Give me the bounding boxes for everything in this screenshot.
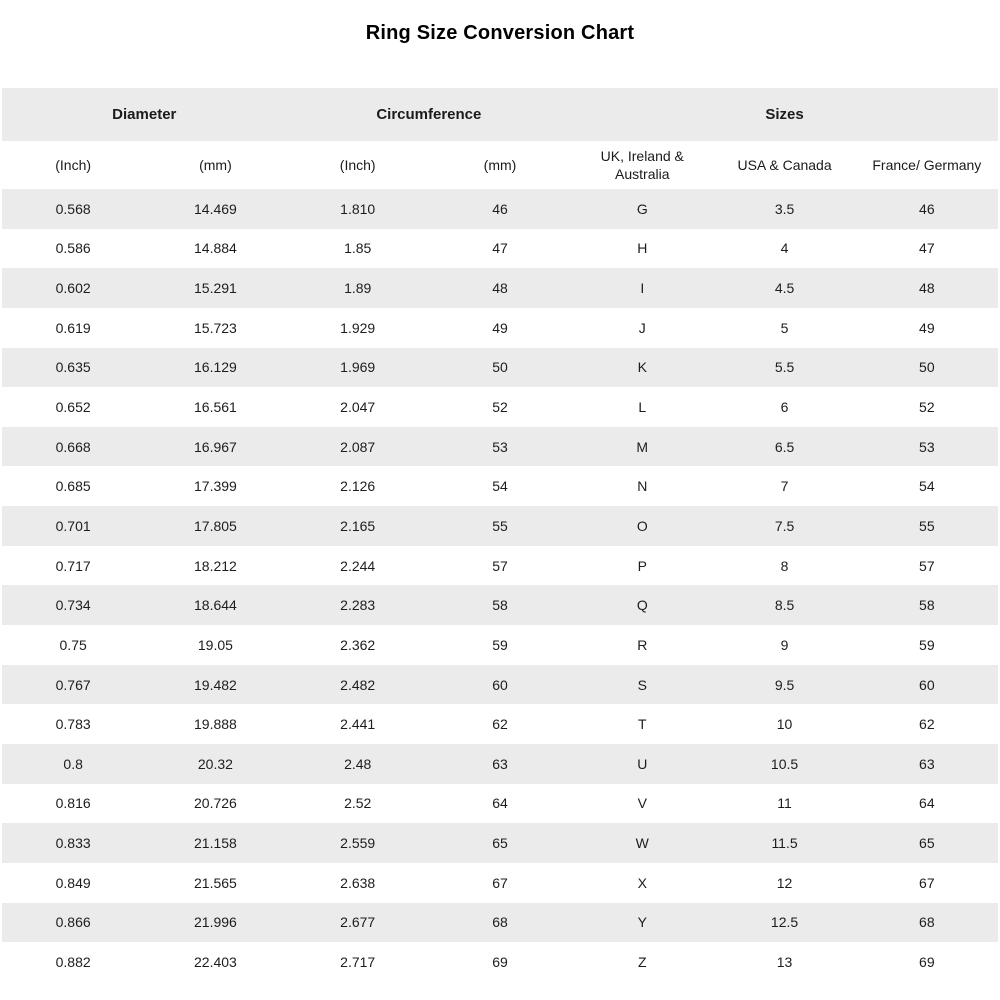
cell: S — [637, 676, 647, 693]
column-header-diameter-inch: (Inch) — [55, 157, 92, 173]
table-row — [2, 585, 998, 625]
column-header-circumference-mm: (mm) — [483, 157, 517, 173]
cell: 21.158 — [194, 835, 237, 852]
cell: 2.48 — [344, 755, 372, 772]
column-header-circumference-inch: (Inch) — [339, 157, 376, 173]
cell: 9.5 — [774, 676, 795, 693]
cell: 49 — [919, 319, 935, 336]
cell: 2.638 — [340, 874, 376, 891]
cell: 1.810 — [340, 200, 376, 217]
cell: 46 — [919, 200, 935, 217]
table-row — [2, 744, 998, 784]
cell: 0.586 — [55, 240, 91, 257]
cell: 59 — [492, 636, 508, 653]
cell: 8.5 — [774, 597, 795, 614]
cell: 15.723 — [194, 319, 237, 336]
cell: 49 — [492, 319, 508, 336]
cell: 55 — [492, 517, 508, 534]
cell: 1.969 — [340, 359, 376, 376]
cell: 0.602 — [55, 280, 91, 297]
cell: 50 — [492, 359, 508, 376]
cell: 62 — [919, 716, 935, 733]
cell: 2.559 — [340, 835, 376, 852]
cell: 2.087 — [340, 438, 376, 455]
cell: 0.866 — [55, 914, 91, 931]
cell: 10 — [776, 716, 793, 733]
cell: 57 — [919, 557, 935, 574]
cell: 2.283 — [340, 597, 376, 614]
group-header-sizes: Sizes — [765, 106, 804, 123]
cell: 69 — [919, 953, 935, 970]
cell: 48 — [492, 280, 508, 297]
cell: 19.482 — [194, 676, 237, 693]
cell: 10.5 — [770, 755, 799, 772]
cell: 4 — [780, 240, 789, 257]
cell: I — [640, 280, 645, 297]
cell: 65 — [492, 835, 508, 852]
cell: R — [637, 636, 648, 653]
cell: 2.52 — [344, 795, 372, 812]
cell: 16.129 — [194, 359, 237, 376]
cell: 16.967 — [194, 438, 237, 455]
cell: 64 — [492, 795, 508, 812]
cell: L — [638, 399, 647, 416]
table-row — [2, 903, 998, 943]
cell: 13 — [776, 953, 793, 970]
cell: J — [638, 319, 646, 336]
cell: 2.126 — [340, 478, 376, 495]
table-row — [2, 784, 998, 824]
cell: 52 — [919, 399, 935, 416]
cell: 47 — [919, 240, 935, 257]
cell: W — [635, 835, 649, 852]
cell: 0.717 — [55, 557, 91, 574]
cell: 20.32 — [197, 755, 233, 772]
cell: 4.5 — [774, 280, 795, 297]
cell: 0.849 — [55, 874, 91, 891]
cell: 69 — [492, 953, 508, 970]
sub-header-row — [2, 141, 998, 189]
table-row — [2, 942, 998, 982]
cell: 2.677 — [340, 914, 376, 931]
cell: 59 — [919, 636, 935, 653]
cell: P — [637, 557, 647, 574]
cell: 0.701 — [55, 517, 91, 534]
cell: 18.212 — [194, 557, 237, 574]
cell: 63 — [919, 755, 935, 772]
table-row — [2, 387, 998, 427]
cell: Z — [637, 953, 647, 970]
cell: 5 — [780, 319, 789, 336]
cell: 7.5 — [774, 517, 795, 534]
cell: 2.482 — [340, 676, 376, 693]
cell: 8 — [780, 557, 789, 574]
column-header-usa-canada: USA & Canada — [737, 157, 832, 173]
cell: 6.5 — [774, 438, 795, 455]
cell: 20.726 — [194, 795, 237, 812]
cell: 1.929 — [340, 319, 376, 336]
table-row — [2, 308, 998, 348]
cell: 0.767 — [55, 676, 91, 693]
cell: 54 — [919, 478, 935, 495]
cell: 21.565 — [194, 874, 237, 891]
cell: 2.717 — [340, 953, 376, 970]
cell: 12 — [776, 874, 793, 891]
cell: 5.5 — [774, 359, 795, 376]
cell: 58 — [919, 597, 935, 614]
cell: 0.783 — [55, 716, 91, 733]
cell: 67 — [492, 874, 508, 891]
cell: 0.652 — [55, 399, 91, 416]
cell: 63 — [492, 755, 508, 772]
cell: 67 — [919, 874, 935, 891]
cell: 0.685 — [55, 478, 91, 495]
cell: 15.291 — [194, 280, 237, 297]
cell: 60 — [492, 676, 508, 693]
cell: 22.403 — [194, 953, 237, 970]
group-header-diameter: Diameter — [112, 106, 177, 123]
cell: 60 — [919, 676, 935, 693]
table-row — [2, 427, 998, 467]
cell: 65 — [919, 835, 935, 852]
group-header-circumference: Circumference — [376, 106, 482, 123]
cell: 55 — [919, 517, 935, 534]
cell: 52 — [492, 399, 508, 416]
column-header-france-germany: France/ Germany — [872, 157, 982, 173]
cell: 0.882 — [55, 953, 91, 970]
cell: 19.888 — [194, 716, 237, 733]
cell: 68 — [492, 914, 508, 931]
table-row — [2, 466, 998, 506]
cell: 14.469 — [194, 200, 237, 217]
cell: 47 — [492, 240, 508, 257]
cell: 0.8 — [63, 755, 83, 772]
table-row — [2, 704, 998, 744]
cell: U — [637, 755, 648, 772]
cell: 6 — [780, 399, 789, 416]
cell: H — [637, 240, 648, 257]
cell: 21.996 — [194, 914, 237, 931]
cell: 54 — [492, 478, 508, 495]
cell: O — [636, 517, 648, 534]
cell: 7 — [780, 478, 789, 495]
cell: 58 — [492, 597, 508, 614]
table-row — [2, 665, 998, 705]
cell: 57 — [492, 557, 508, 574]
cell: M — [636, 438, 649, 455]
cell: 46 — [492, 200, 508, 217]
cell: 0.833 — [55, 835, 91, 852]
column-header-uk-ireland-australia: UK, Ireland & Australia — [600, 148, 684, 182]
cell: Y — [637, 914, 647, 931]
cell: 11.5 — [771, 835, 798, 852]
cell: N — [637, 478, 648, 495]
cell: 2.244 — [340, 557, 376, 574]
cell: 53 — [492, 438, 508, 455]
cell: 3.5 — [774, 200, 795, 217]
group-header-row — [2, 88, 998, 141]
cell: 53 — [919, 438, 935, 455]
cell: 19.05 — [197, 636, 233, 653]
table-row — [2, 506, 998, 546]
cell: 0.635 — [55, 359, 91, 376]
cell: 0.619 — [55, 319, 91, 336]
cell: 18.644 — [194, 597, 237, 614]
table-row — [2, 546, 998, 586]
cell: 17.805 — [194, 517, 237, 534]
cell: 64 — [919, 795, 935, 812]
cell: 9 — [780, 636, 789, 653]
table-row — [2, 863, 998, 903]
cell: 2.441 — [340, 716, 376, 733]
table-row — [2, 229, 998, 269]
cell: 1.89 — [344, 280, 372, 297]
cell: 0.668 — [55, 438, 91, 455]
cell: 2.362 — [340, 636, 376, 653]
cell: 62 — [492, 716, 508, 733]
cell: 50 — [919, 359, 935, 376]
cell: 2.165 — [340, 517, 376, 534]
table-body — [2, 189, 998, 982]
cell: T — [637, 716, 647, 733]
cell: 12.5 — [770, 914, 799, 931]
cell: V — [637, 795, 647, 812]
cell: X — [637, 874, 647, 891]
cell: 1.85 — [344, 240, 372, 257]
table-row — [2, 189, 998, 229]
cell: 0.568 — [55, 200, 91, 217]
cell: 0.734 — [55, 597, 91, 614]
column-header-diameter-mm: (mm) — [199, 157, 232, 173]
table-row — [2, 348, 998, 388]
cell: Q — [636, 597, 648, 614]
cell: K — [637, 359, 647, 376]
cell: 2.047 — [340, 399, 376, 416]
cell: 0.816 — [55, 795, 91, 812]
cell: 14.884 — [194, 240, 237, 257]
cell: 48 — [919, 280, 935, 297]
cell: G — [636, 200, 648, 217]
cell: 17.399 — [194, 478, 237, 495]
cell: 16.561 — [194, 399, 237, 416]
table-row — [2, 823, 998, 863]
table-row — [2, 625, 998, 665]
cell: 0.75 — [59, 636, 87, 653]
table-row — [2, 268, 998, 308]
cell: 68 — [919, 914, 935, 931]
page-title: Ring Size Conversion Chart — [365, 22, 635, 44]
cell: 11 — [777, 795, 792, 812]
ring-size-conversion-table — [2, 88, 998, 982]
